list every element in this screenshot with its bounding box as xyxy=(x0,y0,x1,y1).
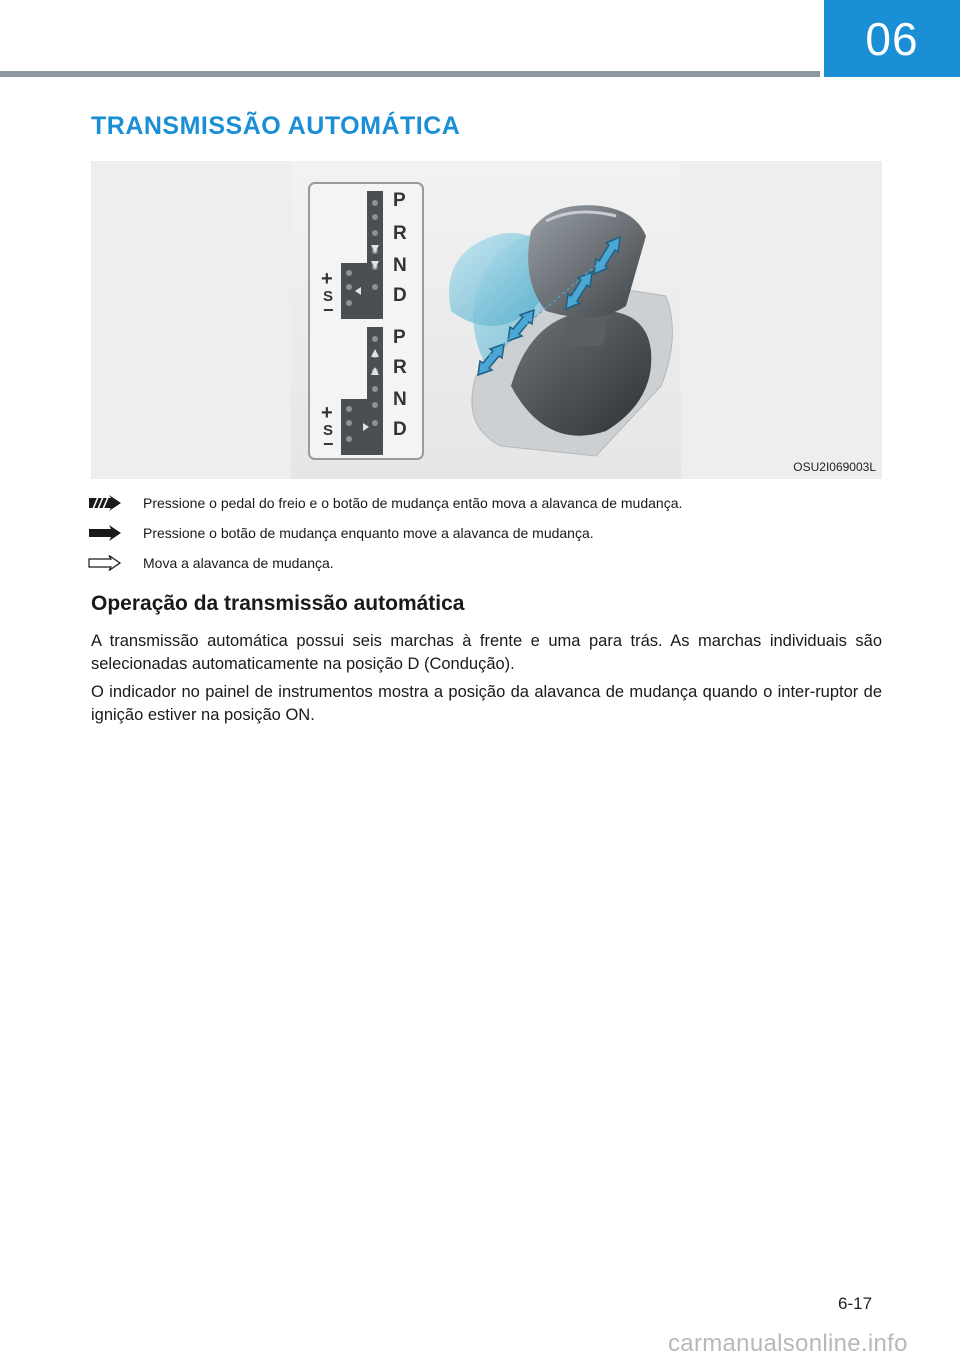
legend-item-button xyxy=(88,522,594,544)
legend-text: Mova a alavanca de mudança. xyxy=(143,555,334,571)
paragraph-2: O indicador no painel de instrumentos mostra a posição da alavanca de mudança quando o inter-ruptor de ignição estiver na posição ON. xyxy=(91,683,882,724)
mode-s-bottom: S xyxy=(323,422,334,439)
gear-p-top: P xyxy=(393,190,406,211)
plus-bottom: + xyxy=(321,402,333,424)
gear-n-bottom: N xyxy=(393,389,407,410)
gear-r-bottom: R xyxy=(393,357,407,378)
mode-s-top: S xyxy=(323,288,334,305)
gear-d-top: D xyxy=(393,285,407,306)
gear-r-top: R xyxy=(393,223,407,244)
paragraph-1: A transmissão automática possui seis marchas à frente e uma para trás. As marchas individuais são selecionadas automaticamente na posição D (Condução). xyxy=(91,632,882,673)
outline-arrow-icon xyxy=(88,554,124,572)
hatched-arrow-icon xyxy=(88,494,124,512)
page-number: 6-17 xyxy=(838,1294,873,1313)
chapter-tab: 06 xyxy=(824,0,960,77)
minus-top: − xyxy=(323,300,334,320)
watermark: carmanualsonline.info xyxy=(668,1330,908,1357)
gear-d-bottom: D xyxy=(393,419,407,440)
solid-arrow-icon xyxy=(88,524,124,542)
legend-item-move xyxy=(88,552,334,574)
minus-bottom: − xyxy=(323,434,334,454)
legend-item-brake-button xyxy=(88,492,683,514)
gear-p-bottom: P xyxy=(393,327,406,348)
legend-text: Pressione o botão de mudança enquanto move a alavanca de mudança. xyxy=(143,525,594,541)
plus-top: + xyxy=(321,268,333,290)
section-title: TRANSMISSÃO AUTOMÁTICA xyxy=(91,112,461,140)
subheading: Operação da transmissão automática xyxy=(91,592,465,615)
gear-n-top: N xyxy=(393,255,407,276)
legend-text: Pressione o pedal do freio e o botão de mudança então mova a alavanca de mudança. xyxy=(143,495,683,511)
shift-lever-illustration xyxy=(91,161,882,479)
figure-code: OSU2I069003L xyxy=(793,460,876,474)
shift-lever-figure xyxy=(91,161,882,479)
header-rule xyxy=(0,71,820,77)
